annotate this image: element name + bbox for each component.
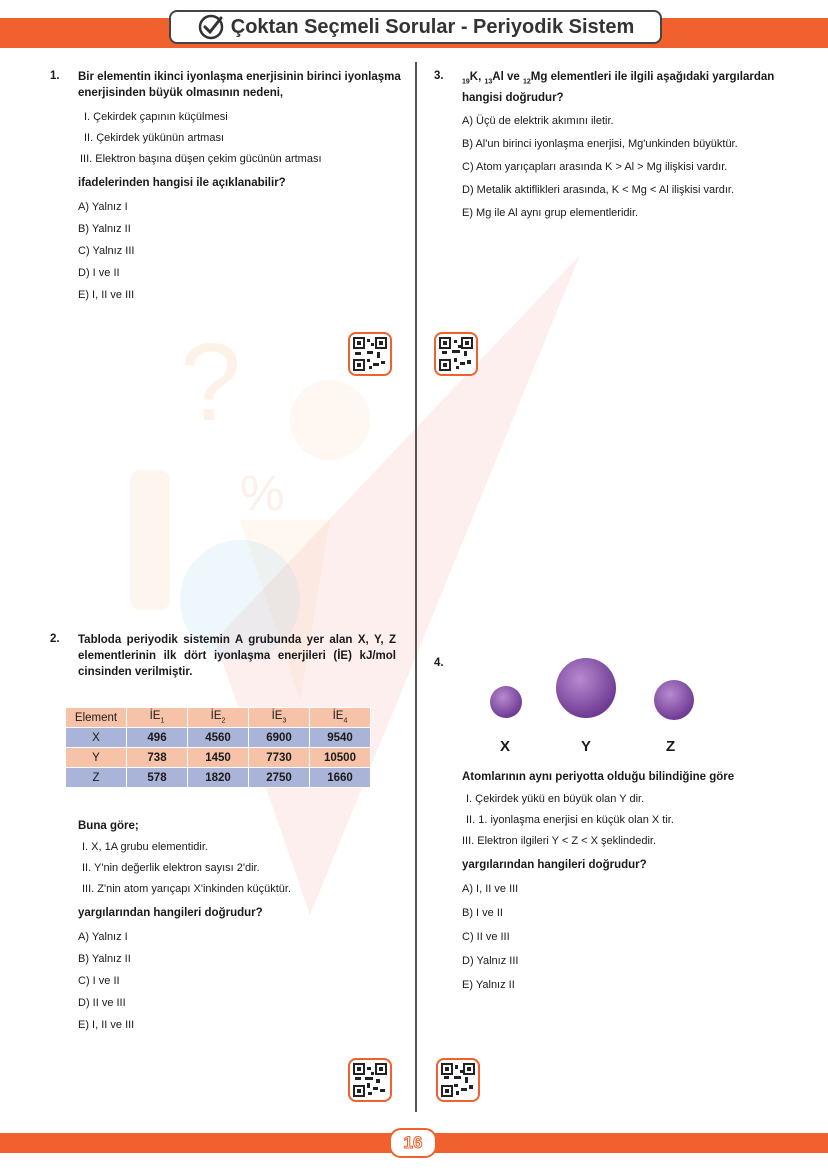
check-circle-icon [197, 13, 225, 41]
atom-y-label: Y [581, 738, 592, 755]
q2-item-1: I. X, 1A grubu elementidir. [82, 841, 208, 853]
table-cell: 496 [127, 728, 188, 748]
table-cell: Y [66, 748, 127, 768]
ionization-energy-table [65, 707, 371, 788]
table-cell: 9540 [310, 728, 371, 748]
q1-ask: ifadelerinden hangisi ile açıklanabilir? [78, 177, 286, 189]
q3-option-b[interactable]: B) Al'un birinci iyonlaşma enerjisi, Mg'unkinden büyüktür. [462, 138, 738, 151]
ie-label: İE [210, 710, 222, 723]
q4-qr-code[interactable] [436, 1058, 480, 1102]
question-4 [462, 769, 792, 993]
question-2 [78, 632, 396, 680]
q1-option-d[interactable]: D) I ve II [78, 267, 120, 279]
q2-lead: Buna göre; [78, 820, 139, 832]
q3-option-c[interactable]: C) Atom yarıçapları arasında K > Al > Mg ilişkisi vardır. [462, 161, 728, 174]
q3-stem [462, 69, 792, 106]
q1-item-2: II. Çekirdek yükünün artması [84, 132, 225, 144]
q4-option-e[interactable]: E) Yalnız II [462, 979, 515, 991]
q1-option-a[interactable]: A) Yalnız I [78, 201, 128, 213]
q3-mg-atomic-number: 12 [522, 78, 531, 86]
q4-option-a[interactable]: A) I, II ve III [462, 883, 519, 895]
page-number: 16 [389, 1128, 437, 1158]
q4-number: 4. [434, 657, 444, 669]
q2-ask: yargılarından hangileri doğrudur? [78, 907, 263, 919]
table-cell: Z [66, 768, 127, 788]
q2-option-d[interactable]: D) II ve III [78, 997, 126, 1009]
q4-option-c[interactable]: C) II ve III [462, 931, 510, 943]
qr-code-icon [439, 337, 473, 371]
svg-text:?: ? [180, 321, 242, 444]
q4-stem: Atomlarının aynı periyotta olduğu bilindiğine göre [462, 771, 735, 783]
table-row [66, 728, 371, 748]
atom-x-circle [490, 686, 522, 718]
q4-item-1: I. Çekirdek yükü en büyük olan Y dir. [466, 793, 645, 805]
atom-size-diagram [480, 655, 710, 735]
q3-stem-k: K, [469, 71, 485, 83]
q3-option-a[interactable]: A) Üçü de elektrik akımını iletir. [462, 115, 614, 128]
q1-stem: Bir elementin ikinci iyonlaşma enerjisinin birinci iyonlaşma enerjisinden büyük olmasının nedeni, [78, 71, 401, 99]
column-divider [415, 62, 417, 1112]
table-cell: 1660 [310, 768, 371, 788]
q4-item-2: II. 1. iyonlaşma enerjisi en küçük olan X tir. [466, 814, 674, 826]
q2-item-2: II. Y'nin değerlik elektron sayısı 2'dir. [82, 862, 260, 874]
ie-sub: 4 [343, 717, 348, 725]
q2-number: 2. [50, 633, 60, 645]
table-header-ie3 [249, 708, 310, 728]
qr-code-icon [353, 337, 387, 371]
page-title-text: Çoktan Seçmeli Sorular - Periyodik Sistem [230, 15, 635, 38]
q2-option-c[interactable]: C) I ve II [78, 975, 120, 987]
q3-option-d[interactable]: D) Metalik aktiflikleri arasında, K < Mg < Al ilişkisi vardır. [462, 184, 735, 197]
question-3 [462, 69, 792, 221]
table-header-ie4 [310, 708, 371, 728]
question-2-body [78, 818, 398, 1033]
question-1 [78, 69, 403, 303]
qr-code-icon [353, 1063, 387, 1097]
q2-stem: Tabloda periyodik sistemin A grubunda yer alan X, Y, Z elementlerinin ilk dört iyonlaşma enerjileri (İE) kJ/mol cinsinden verilmiştir. [78, 634, 396, 678]
q2-qr-code[interactable] [348, 1058, 392, 1102]
q4-option-b[interactable]: B) I ve II [462, 907, 503, 919]
atom-z-circle [654, 680, 694, 720]
ie-sub: 2 [221, 717, 226, 725]
table-cell: 578 [127, 768, 188, 788]
table-cell: 1450 [188, 748, 249, 768]
ie-label: İE [332, 710, 344, 723]
q2-option-e[interactable]: E) I, II ve III [78, 1019, 135, 1031]
table-header-ie2 [188, 708, 249, 728]
q3-qr-code[interactable] [434, 332, 478, 376]
q2-item-3: III. Z'nin atom yarıçapı X'inkinden küçüktür. [82, 883, 292, 895]
table-row [66, 748, 371, 768]
atom-y-circle [556, 658, 616, 718]
table-header-ie1 [127, 708, 188, 728]
ie-label: İE [271, 710, 283, 723]
q1-item-1: I. Çekirdek çapının küçülmesi [84, 111, 228, 123]
ie-sub: 3 [282, 717, 287, 725]
table-cell: 10500 [310, 748, 371, 768]
q4-item-3: III. Elektron ilgileri Y < Z < X şeklindedir. [462, 835, 657, 847]
q4-option-d[interactable]: D) Yalnız III [462, 955, 519, 967]
q1-qr-code[interactable] [348, 332, 392, 376]
q3-option-e[interactable]: E) Mg ile Al aynı grup elementleridir. [462, 207, 639, 220]
q1-option-e[interactable]: E) I, II ve III [78, 289, 135, 301]
table-header-element: Element [66, 708, 127, 728]
q2-option-a[interactable]: A) Yalnız I [78, 931, 128, 943]
atom-x-label: X [500, 738, 511, 755]
ie-sub: 1 [160, 717, 165, 725]
qr-code-icon [441, 1063, 475, 1097]
table-row [66, 768, 371, 788]
table-cell: 7730 [249, 748, 310, 768]
ie-label: İE [149, 710, 161, 723]
svg-text:%: % [240, 465, 285, 521]
q3-k-atomic-number: 19 [462, 78, 470, 86]
table-cell: 1820 [188, 768, 249, 788]
q3-number: 3. [434, 70, 444, 82]
atom-z-label: Z [666, 738, 676, 755]
q3-al-atomic-number: 13 [484, 78, 493, 86]
table-cell: X [66, 728, 127, 748]
q4-ask: yargılarından hangileri doğrudur? [462, 859, 647, 871]
q3-stem-mg: Mg elementleri ile ilgili aşağıdaki yargılardan hangisi doğrudur? [462, 71, 775, 105]
table-cell: 4560 [188, 728, 249, 748]
table-header-row [66, 708, 371, 728]
table-cell: 738 [127, 748, 188, 768]
q1-option-c[interactable]: C) Yalnız III [78, 245, 135, 257]
q1-option-b[interactable]: B) Yalnız II [78, 223, 131, 235]
table-cell: 6900 [249, 728, 310, 748]
q3-stem-al: Al ve [492, 71, 523, 83]
q1-item-3: III. Elektron başına düşen çekim gücünün artması [80, 153, 322, 165]
q2-option-b[interactable]: B) Yalnız II [78, 953, 131, 965]
table-cell: 2750 [249, 768, 310, 788]
page-title [169, 10, 662, 44]
q1-number: 1. [50, 70, 60, 82]
